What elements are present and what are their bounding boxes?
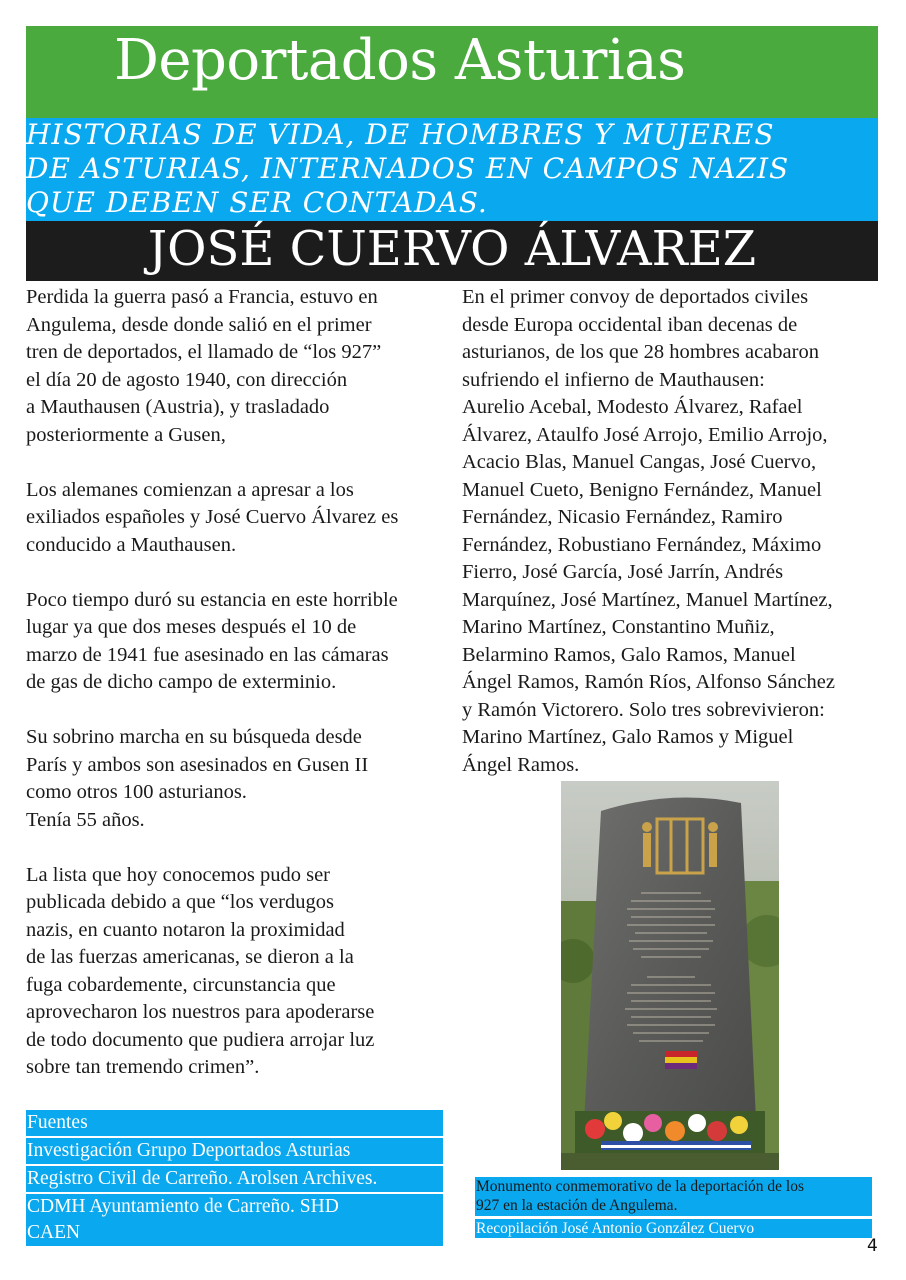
photo-credit: Recopilación José Antonio González Cuervo	[475, 1219, 872, 1238]
paragraph: Perdida la guerra pasó a Francia, estuvo en Angulema, desde donde salió en el primer tren de deportados, el llamado de “los 927” el día 20 de agosto 1940, con dirección a Mauthausen (Austria), y trasladado posteriormente a Gusen,	[26, 286, 382, 446]
photo-caption: Monumento conmemorativo de la deportación de los 927 en la estación de Angulema.	[475, 1177, 872, 1216]
monument-photo	[561, 781, 779, 1170]
page-title: Deportados Asturias	[114, 28, 686, 93]
right-column	[462, 284, 882, 779]
subtitle-banner	[26, 118, 878, 221]
page-number: 4	[867, 1236, 878, 1256]
paragraph: Su sobrino marcha en su búsqueda desde París y ambos son asesinados en Gusen II como otros 100 asturianos. Tenía 55 años.	[26, 726, 369, 831]
source-line: Registro Civil de Carreño. Arolsen Archives.	[26, 1166, 443, 1192]
person-name: JOSÉ CUERVO ÁLVAREZ	[147, 221, 757, 277]
paragraph: En el primer convoy de deportados civiles desde Europa occidental iban decenas de asturianos, de los que 28 hombres acabaron sufriendo el infierno de Mauthausen: Aurelio Acebal, Modesto Álvarez, Rafael Álvarez, Ataulfo José Arrojo, Emilio Arrojo, Acacio Blas, Manuel Cangas, José Cuervo, Manuel Cueto, Benigno Fernández, Manuel Fernández, Nicasio Fernández, Ramiro Fernández, Robustiano Fernández, Máximo Fierro, José García, José Jarrín, Andrés Marquínez, José Martínez, Manuel Martínez, Marino Martínez, Constantino Muñiz, Belarmino Ramos, Galo Ramos, Manuel Ángel Ramos, Ramón Ríos, Alfonso Sánchez y Ramón Victorero. Solo tres sobrevivieron: Marino Martínez, Galo Ramos y Miguel Ángel Ramos.	[462, 286, 835, 776]
sources-box	[26, 1110, 443, 1248]
left-column	[26, 284, 446, 1082]
title-banner	[26, 26, 878, 118]
source-line: CDMH Ayuntamiento de Carreño. SHD CAEN	[26, 1194, 443, 1246]
source-line: Investigación Grupo Deportados Asturias	[26, 1138, 443, 1164]
photo-caption-box	[475, 1177, 872, 1238]
paragraph: La lista que hoy conocemos pudo ser publicada debido a que “los verdugos nazis, en cuanto notaron la proximidad de las fuerzas americanas, se dieron a la fuga cobardemente, circunstancia que aprovecharon los nuestros para apoderarse de todo documento que pudiera arrojar luz sobre tan tremendo crimen”.	[26, 863, 375, 1078]
paragraph: Los alemanes comienzan a apresar a los exiliados españoles y José Cuervo Álvarez es conducido a Mauthausen.	[26, 478, 399, 556]
paragraph: Poco tiempo duró su estancia en este horrible lugar ya que dos meses después el 10 de marzo de 1941 fue asesinado en las cámaras de gas de dicho campo de exterminio.	[26, 588, 398, 693]
name-banner	[26, 221, 878, 281]
sources-heading: Fuentes	[26, 1110, 443, 1136]
monument-illustration	[561, 781, 779, 1170]
subtitle: HISTORIAS DE VIDA, DE HOMBRES Y MUJERES DE ASTURIAS, INTERNADOS EN CAMPOS NAZIS QUE DEBEN SER CONTADAS.	[26, 118, 790, 219]
